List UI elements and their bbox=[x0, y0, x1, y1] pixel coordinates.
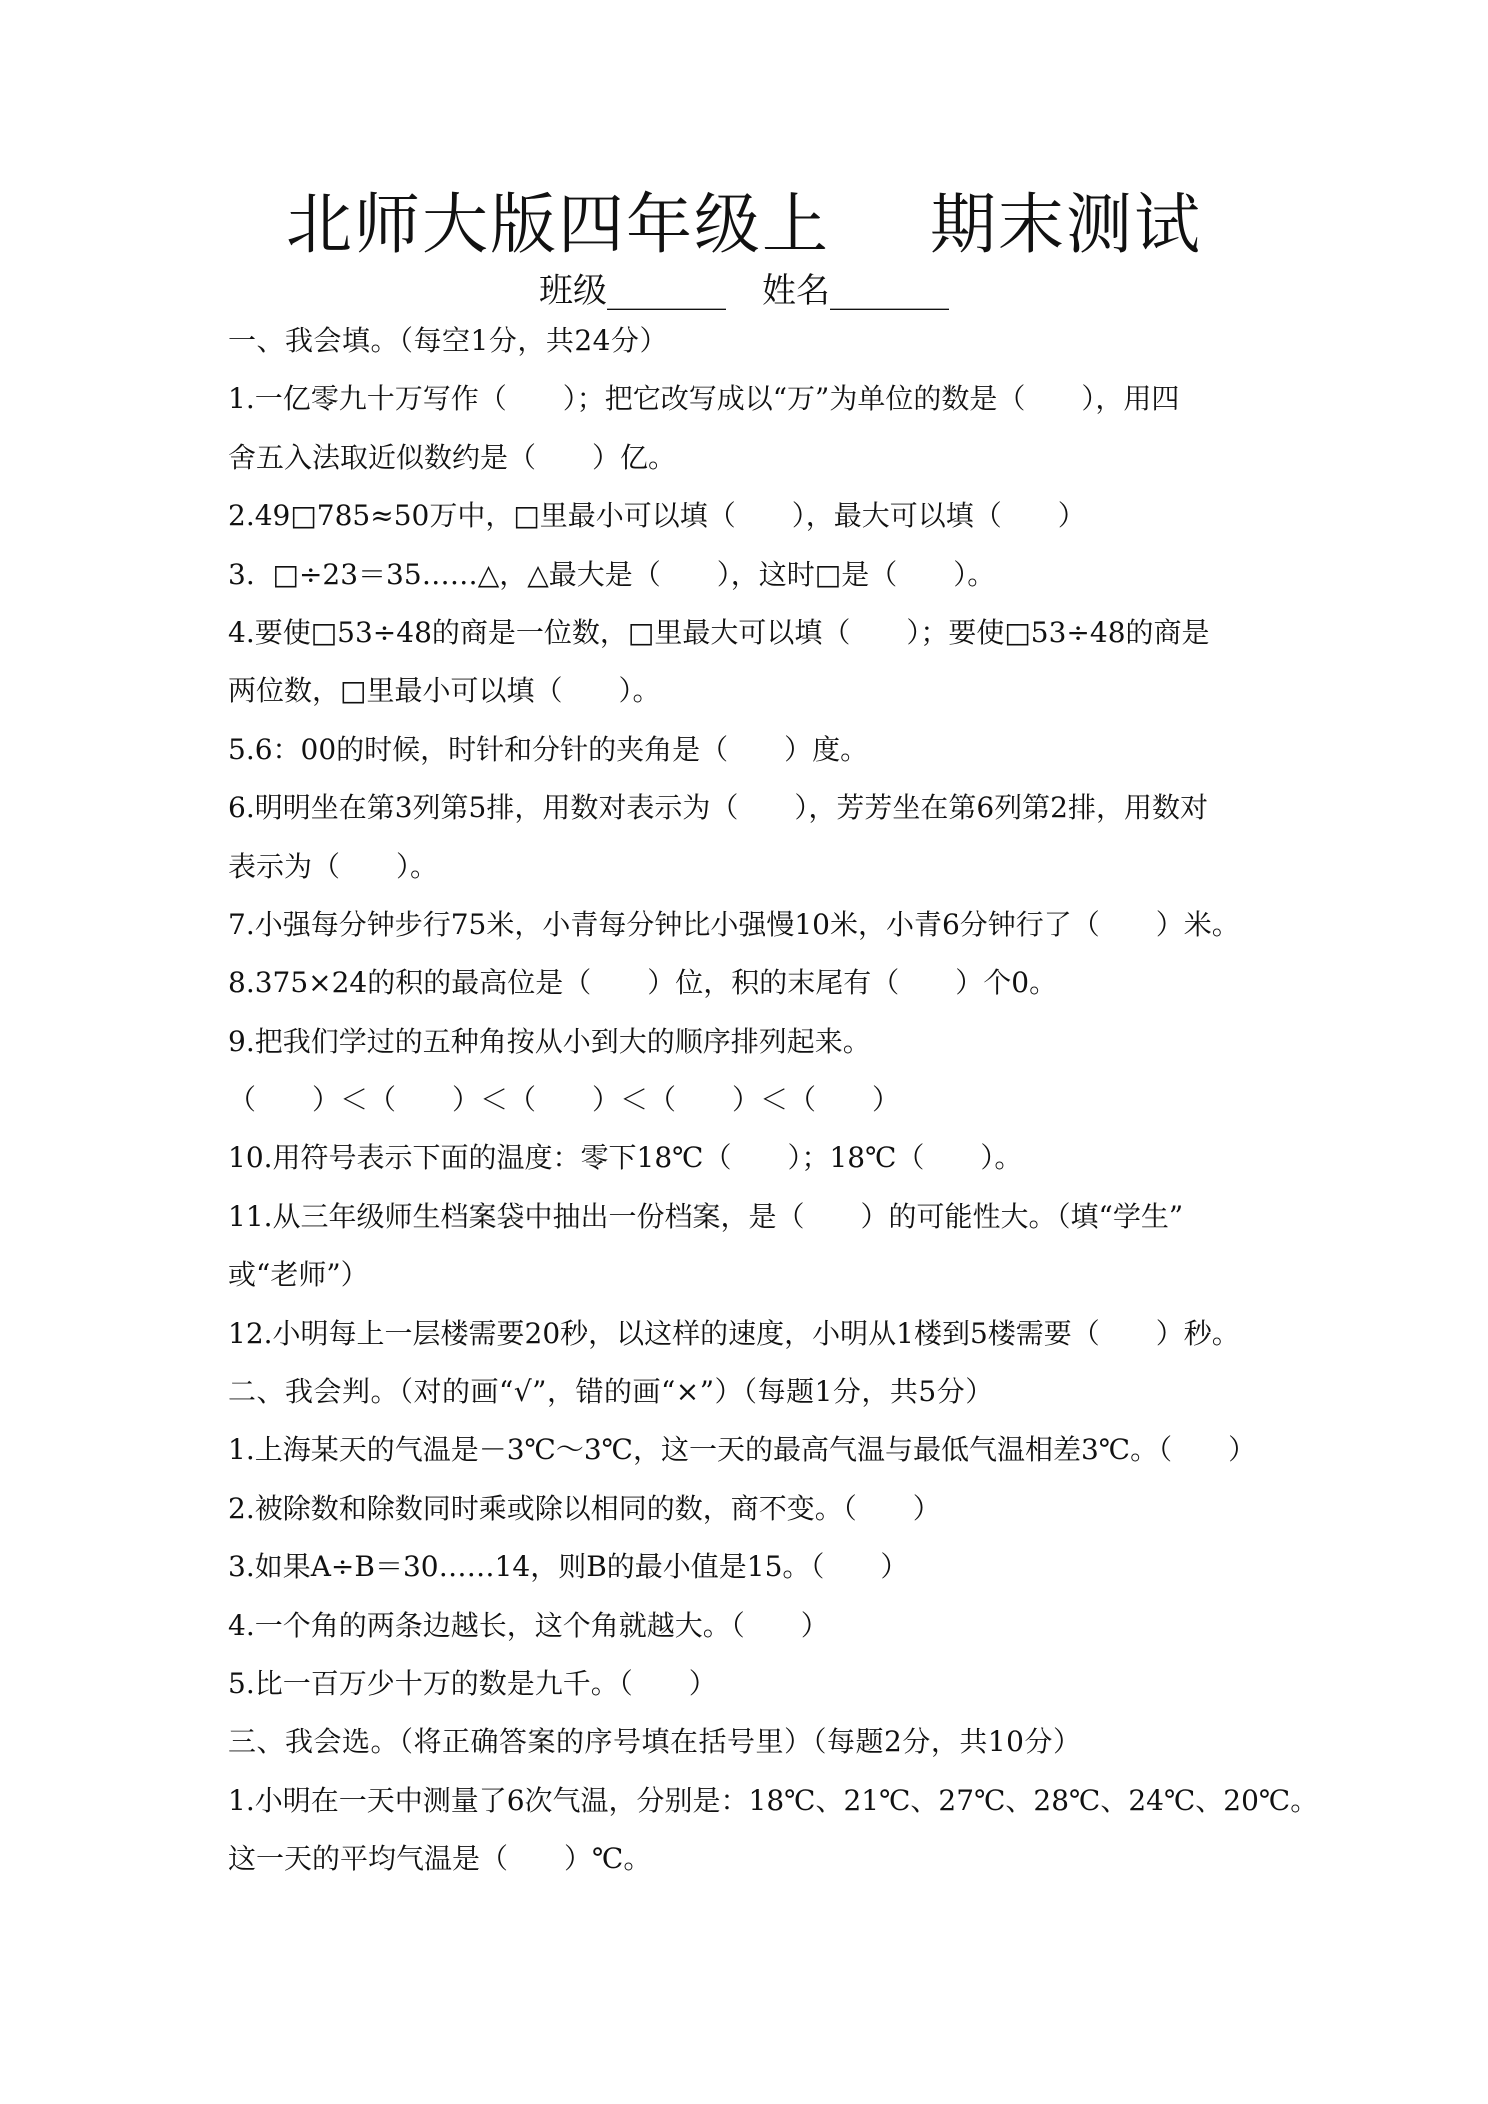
question-line: 8.375×24的积的最高位是（ ）位，积的末尾有（ ）个0。 bbox=[228, 966, 1058, 1000]
question-line: 1.小明在一天中测量了6次气温，分别是：18℃、21℃、27℃、28℃、24℃、20℃。 bbox=[228, 1783, 1319, 1817]
title-left: 北师大版四年级上 bbox=[286, 186, 830, 263]
question-line: 5.比一百万少十万的数是九千。（ ） bbox=[228, 1666, 717, 1700]
question-line: 2.49□785≈50万中，□里最小可以填（ ），最大可以填（ ） bbox=[228, 499, 1086, 533]
question-line: 12.小明每上一层楼需要20秒，以这样的速度，小明从1楼到5楼需要（ ）秒。 bbox=[228, 1316, 1240, 1350]
question-line: 4.一个角的两条边越长，这个角就越大。（ ） bbox=[228, 1608, 829, 1642]
question-line: （ ）＜（ ）＜（ ）＜（ ）＜（ ） bbox=[228, 1083, 901, 1117]
section-heading-choose: 三、我会选。（将正确答案的序号填在括号里）（每题2分，共10分） bbox=[228, 1725, 1082, 1759]
question-line: 3.如果A÷B＝30……14，则B的最小值是15。（ ） bbox=[228, 1550, 909, 1584]
question-line: 1.上海某天的气温是－3℃～3℃，这一天的最高气温与最低气温相差3℃。（ ） bbox=[228, 1433, 1257, 1467]
question-line: 4.要使□53÷48的商是一位数，□里最大可以填（ ）；要使□53÷48的商是 bbox=[228, 615, 1210, 649]
question-line: 3. □÷23＝35……△，△最大是（ ），这时□是（ ）。 bbox=[228, 557, 996, 591]
name-field-label: 姓名_______ bbox=[762, 271, 949, 311]
question-line: 9.把我们学过的五种角按从小到大的顺序排列起来。 bbox=[228, 1024, 871, 1058]
question-line: 7.小强每分钟步行75米，小青每分钟比小强慢10米，小青6分钟行了（ ）米。 bbox=[228, 907, 1240, 941]
question-line: 这一天的平均气温是（ ）℃。 bbox=[228, 1842, 652, 1876]
section-heading-fill: 一、我会填。（每空1分，共24分） bbox=[228, 324, 668, 357]
question-line: 10.用符号表示下面的温度：零下18℃（ ）；18℃（ ）。 bbox=[228, 1141, 1023, 1175]
question-line: 5.6：00的时候，时针和分针的夹角是（ ）度。 bbox=[228, 732, 869, 766]
questions bbox=[228, 312, 1319, 1889]
section-heading-judge: 二、我会判。（对的画“√”，错的画“×”）（每题1分，共5分） bbox=[228, 1375, 994, 1409]
class-field-label: 班级_______ bbox=[539, 271, 726, 311]
question-line: 1.一亿零九十万写作（ ）；把它改写成以“万”为单位的数是（ ），用四 bbox=[228, 382, 1180, 416]
title-right: 期末测试 bbox=[930, 186, 1202, 263]
question-line: 两位数，□里最小可以填（ ）。 bbox=[228, 674, 661, 708]
question-line: 2.被除数和除数同时乘或除以相同的数，商不变。（ ） bbox=[228, 1491, 941, 1525]
question-line: 6.明明坐在第3列第5排，用数对表示为（ ），芳芳坐在第6列第2排，用数对 bbox=[228, 791, 1208, 825]
question-line: 11.从三年级师生档案袋中抽出一份档案，是（ ）的可能性大。（填“学生” bbox=[228, 1199, 1184, 1233]
question-line: 舍五入法取近似数约是（ ）亿。 bbox=[228, 440, 677, 474]
question-line: 表示为（ ）。 bbox=[228, 849, 439, 883]
question-line: 或“老师”） bbox=[228, 1258, 369, 1292]
student-info bbox=[0, 266, 1488, 316]
page-title bbox=[0, 180, 1488, 270]
